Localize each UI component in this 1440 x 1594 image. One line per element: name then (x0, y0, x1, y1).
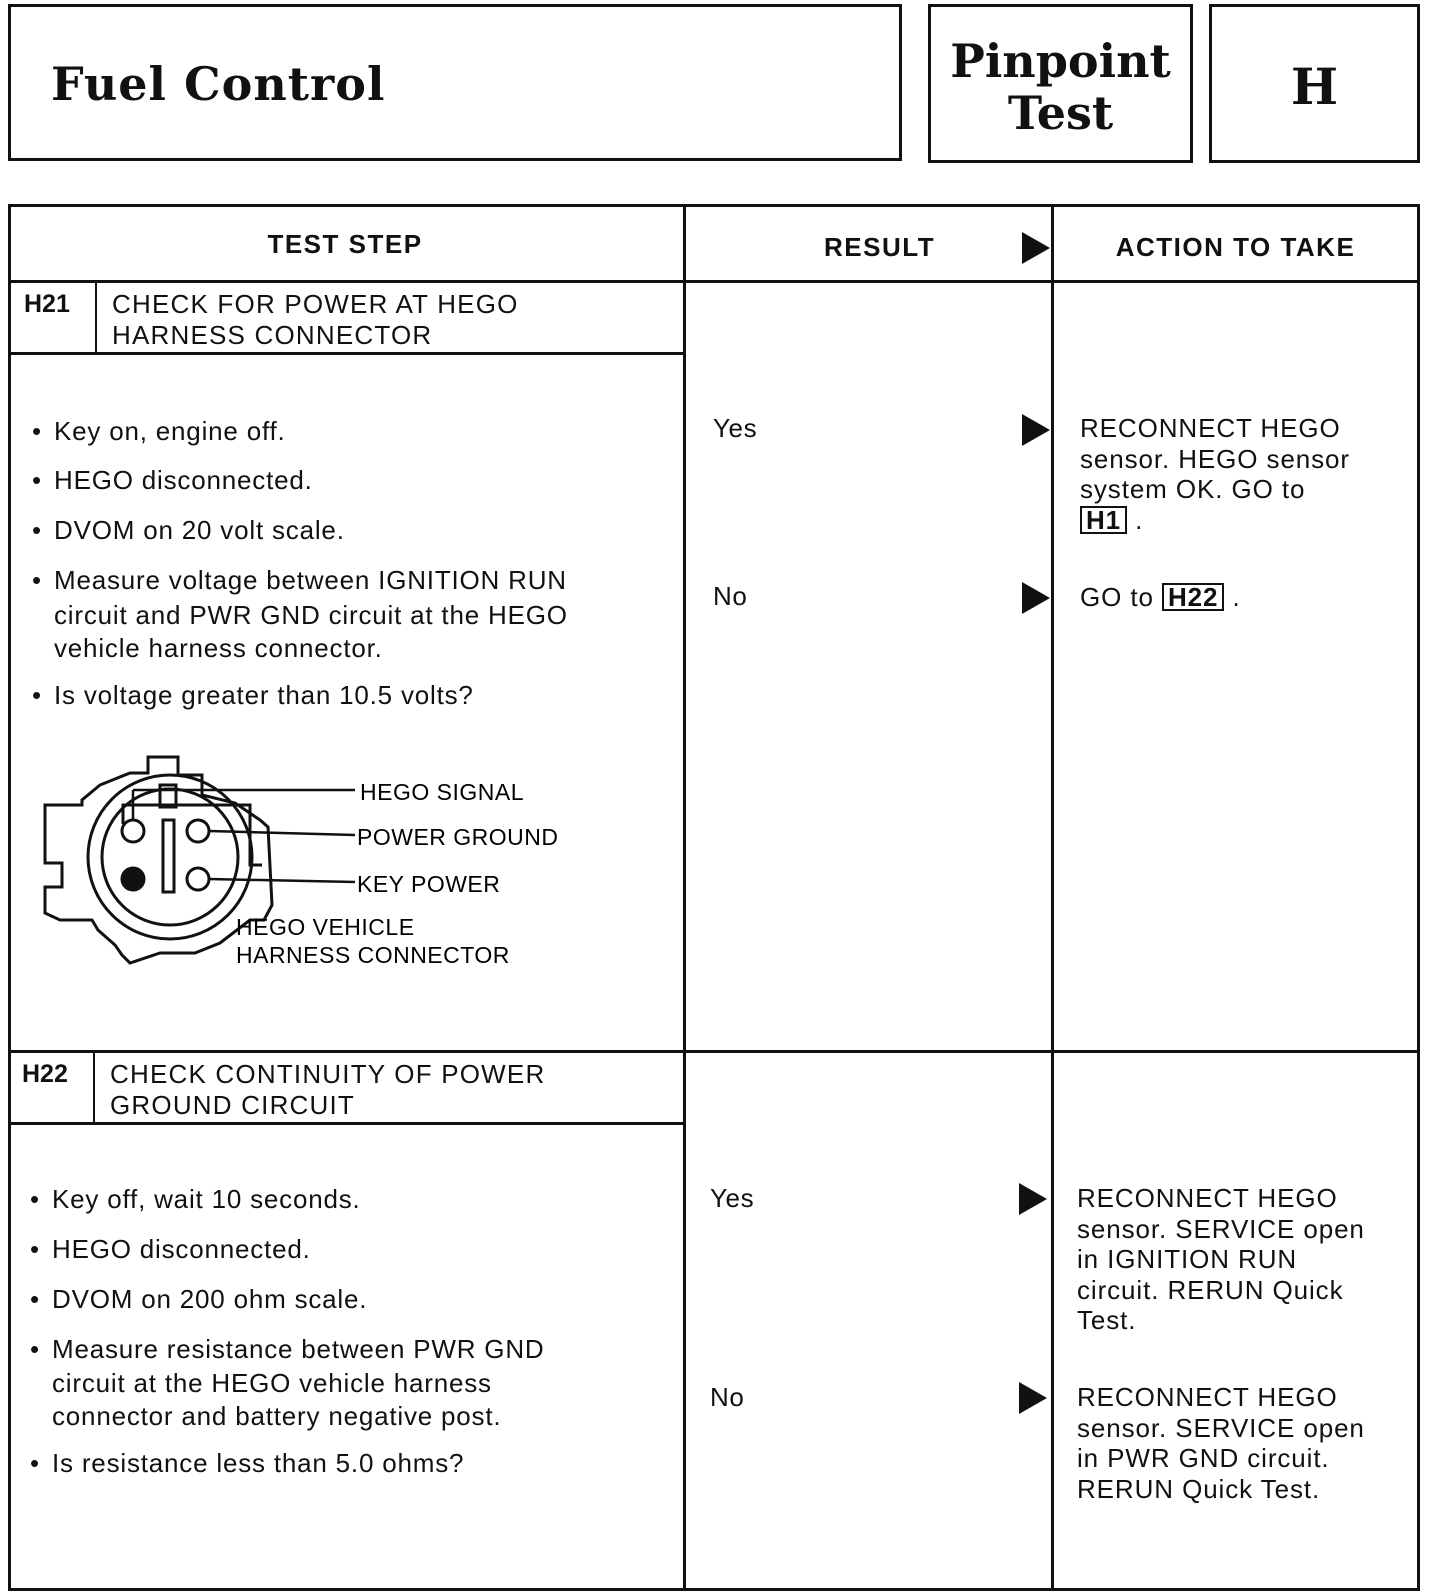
result-arrow-icon (1022, 582, 1050, 614)
step-bullet-continued: connector and battery negative post. (52, 1401, 502, 1431)
action-line: system OK. GO to (1080, 474, 1306, 504)
title-box (8, 4, 902, 161)
test-code-box (1209, 4, 1420, 163)
step-title-h22 (110, 1059, 545, 1121)
action-line: in IGNITION RUN (1077, 1244, 1298, 1274)
step-bullet: • Measure voltage between IGNITION RUN (54, 563, 567, 597)
diagram-caption-line: HARNESS CONNECTOR (236, 942, 510, 968)
pinpoint-line-1: Pinpoint (950, 34, 1171, 88)
table-border-bottom (8, 1588, 1420, 1591)
step-bullet: • Key off, wait 10 seconds. (52, 1182, 361, 1216)
action-line: RECONNECT HEGO (1080, 413, 1341, 443)
step-bullet-continued: vehicle harness connector. (54, 633, 383, 663)
action-text (1077, 1183, 1365, 1336)
result-arrow-icon (1019, 1382, 1047, 1414)
action-suffix: . (1135, 504, 1144, 535)
column-divider-action (1051, 204, 1054, 1591)
step-bullet: • DVOM on 20 volt scale. (54, 513, 345, 547)
action-text (1080, 413, 1350, 535)
step-separator (8, 1050, 1420, 1053)
pin-power-ground (187, 820, 209, 842)
diagram-caption-line: HEGO VEHICLE (236, 914, 415, 940)
step-bullet: • Is resistance less than 5.0 ohms? (52, 1446, 464, 1480)
pin-hego-signal (122, 820, 144, 842)
action-line: RECONNECT HEGO (1077, 1382, 1338, 1412)
action-line: in PWR GND circuit. (1077, 1443, 1330, 1473)
step-bullet: • Measure resistance between PWR GND (52, 1332, 544, 1366)
step-title-line: CHECK FOR POWER AT HEGO (112, 289, 519, 319)
step-title-line: CHECK CONTINUITY OF POWER (110, 1059, 546, 1089)
action-suffix: . (1232, 582, 1241, 612)
action-line: RERUN Quick Test. (1077, 1473, 1321, 1504)
action-line (1080, 505, 1350, 536)
table-border-left (8, 204, 11, 1591)
result-label-no: No (710, 1382, 745, 1412)
action-line: sensor. SERVICE open (1077, 1213, 1365, 1244)
label-power-ground: POWER GROUND (357, 824, 559, 850)
pin-key-power (187, 868, 209, 890)
action-line: sensor. HEGO sensor (1080, 443, 1350, 474)
step-bullet: • Is voltage greater than 10.5 volts? (54, 678, 474, 712)
test-code: H (1290, 57, 1339, 116)
action-line: RECONNECT HEGO (1077, 1183, 1338, 1213)
step-id-divider (93, 1050, 95, 1124)
column-divider-result (683, 204, 686, 1591)
action-text (1077, 1382, 1365, 1504)
result-label-yes: Yes (710, 1183, 755, 1213)
step-bullet-continued: circuit and PWR GND circuit at the HEGO (54, 600, 568, 630)
connector-pins (122, 820, 209, 890)
step-bullet-continued: circuit at the HEGO vehicle harness (52, 1368, 492, 1398)
pinpoint-test-label (931, 35, 1190, 139)
action-line: circuit. RERUN Quick (1077, 1274, 1344, 1305)
table-border-top (8, 204, 1420, 207)
hego-connector-diagram (20, 745, 620, 1000)
action-line: Test. (1077, 1305, 1137, 1335)
header-test-step: TEST STEP (267, 229, 423, 259)
step-bullet: • DVOM on 200 ohm scale. (52, 1282, 367, 1316)
page-title: Fuel Control (51, 57, 386, 111)
label-key-power: KEY POWER (357, 871, 501, 897)
step-bullet: • Key on, engine off. (54, 414, 286, 448)
header-action: ACTION TO TAKE (1115, 232, 1356, 262)
step-bullet: • HEGO disconnected. (52, 1232, 311, 1266)
step-id-divider (95, 280, 97, 354)
step-title-divider (8, 1122, 684, 1125)
label-hego-signal: HEGO SIGNAL (360, 779, 524, 805)
step-reference-link[interactable]: H22 (1162, 583, 1224, 611)
result-label-yes: Yes (713, 413, 758, 443)
action-line: sensor. SERVICE open (1077, 1412, 1365, 1443)
result-arrow-icon (1019, 1183, 1047, 1215)
step-title-line: HARNESS CONNECTOR (112, 320, 433, 350)
step-reference-link[interactable]: H1 (1080, 506, 1127, 534)
pinpoint-line-2: Test (1007, 86, 1114, 140)
step-title-divider (8, 352, 684, 355)
step-bullet: • HEGO disconnected. (54, 463, 313, 497)
header-row-divider (8, 280, 1420, 283)
header-arrow-icon (1022, 232, 1050, 264)
step-title-line: GROUND CIRCUIT (110, 1090, 356, 1120)
pinpoint-test-box (928, 4, 1193, 163)
table-border-right (1417, 204, 1420, 1591)
step-id-h22: H22 (22, 1060, 68, 1088)
action-prefix: GO to (1080, 582, 1154, 612)
result-arrow-icon (1022, 414, 1050, 446)
action-text (1080, 582, 1241, 613)
header-result: RESULT (824, 232, 936, 262)
step-id-h21: H21 (24, 290, 70, 318)
result-label-no: No (713, 581, 748, 611)
step-title-h21 (112, 289, 519, 351)
pin-key-filled (122, 868, 144, 890)
